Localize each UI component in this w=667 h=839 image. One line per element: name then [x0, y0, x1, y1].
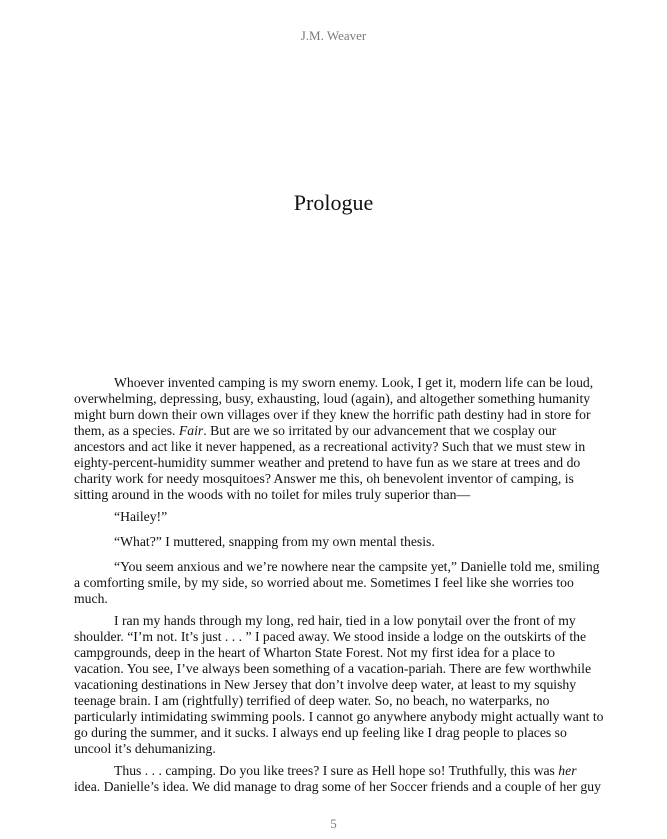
page-number: 5 — [330, 816, 337, 831]
chapter-title: Prologue — [293, 190, 374, 215]
paragraph-italic-text: her — [558, 763, 577, 778]
paragraph-text: Thus . . . camping. Do you like trees? I sure as Hell hope so! Truthfully, this was — [114, 763, 559, 778]
paragraph — [74, 763, 604, 795]
paragraph — [74, 559, 604, 607]
paragraph-text: “What?” I muttered, snapping from my own mental thesis. — [114, 534, 435, 549]
paragraph-text: Whoever invented camping is my sworn enemy. Look, I get it, modern life can be loud, overwhelming, depressing, busy, exhausting, loud (again), and altogether something humanity might burn down their own villages over if they knew the horrific path destiny had in store for them, as a species. — [74, 375, 594, 438]
paragraph-text: idea. Danielle’s idea. We did manage to drag some of her Soccer friends and a couple of her guy — [74, 779, 601, 794]
paragraph-text: “You seem anxious and we’re nowhere near the campsite yet,” Danielle told me, smiling a comforting smile, by my side, so worried about me. Sometimes I feel like she worries too much. — [74, 559, 600, 606]
paragraph — [74, 534, 604, 550]
paragraph-italic-text: Fair — [178, 423, 204, 438]
body-text — [74, 375, 604, 801]
paragraph-text: I ran my hands through my long, red hair, tied in a low ponytail over the front of my shoulder. “I’m not. It’s just . . . ” I paced away. We stood inside a lodge on the outskirts of the campgrounds, deep in the heart of Wharton State Forest. Not my first idea for a place to vacation. You see, I’ve always been something of a vacation-pariah. There are few worthwhile vacationing destinations in New Jersey that don’t involve deep water, at least to my squishy teenage brain. I am (rightfully) terrified of deep water. So, no beach, no waterparks, no particularly intimidating swimming pools. I cannot go anywhere anybody might actually want to go during the summer, and it sucks. I always end up feeling like I drag people to places so uncool it’s dehumanizing. — [74, 613, 604, 756]
paragraph — [74, 613, 604, 757]
paragraph — [74, 509, 604, 525]
paragraph-text: . But are we so irritated by our advancement that we cosplay our ancestors and act like it never happened, as a recreational activity? Such that we must stew in eighty-percent-humidity summer weather and pretend to have fun as we stare at trees and do charity work for needy mosquitoes? Answer me this, oh benevolent inventor of camping, is sitting around in the woods with no toilet for miles truly superior than— — [74, 423, 586, 502]
paragraph-text: “Hailey!” — [114, 509, 168, 524]
paragraph — [74, 375, 604, 503]
running-header-author: J.M. Weaver — [300, 28, 367, 43]
